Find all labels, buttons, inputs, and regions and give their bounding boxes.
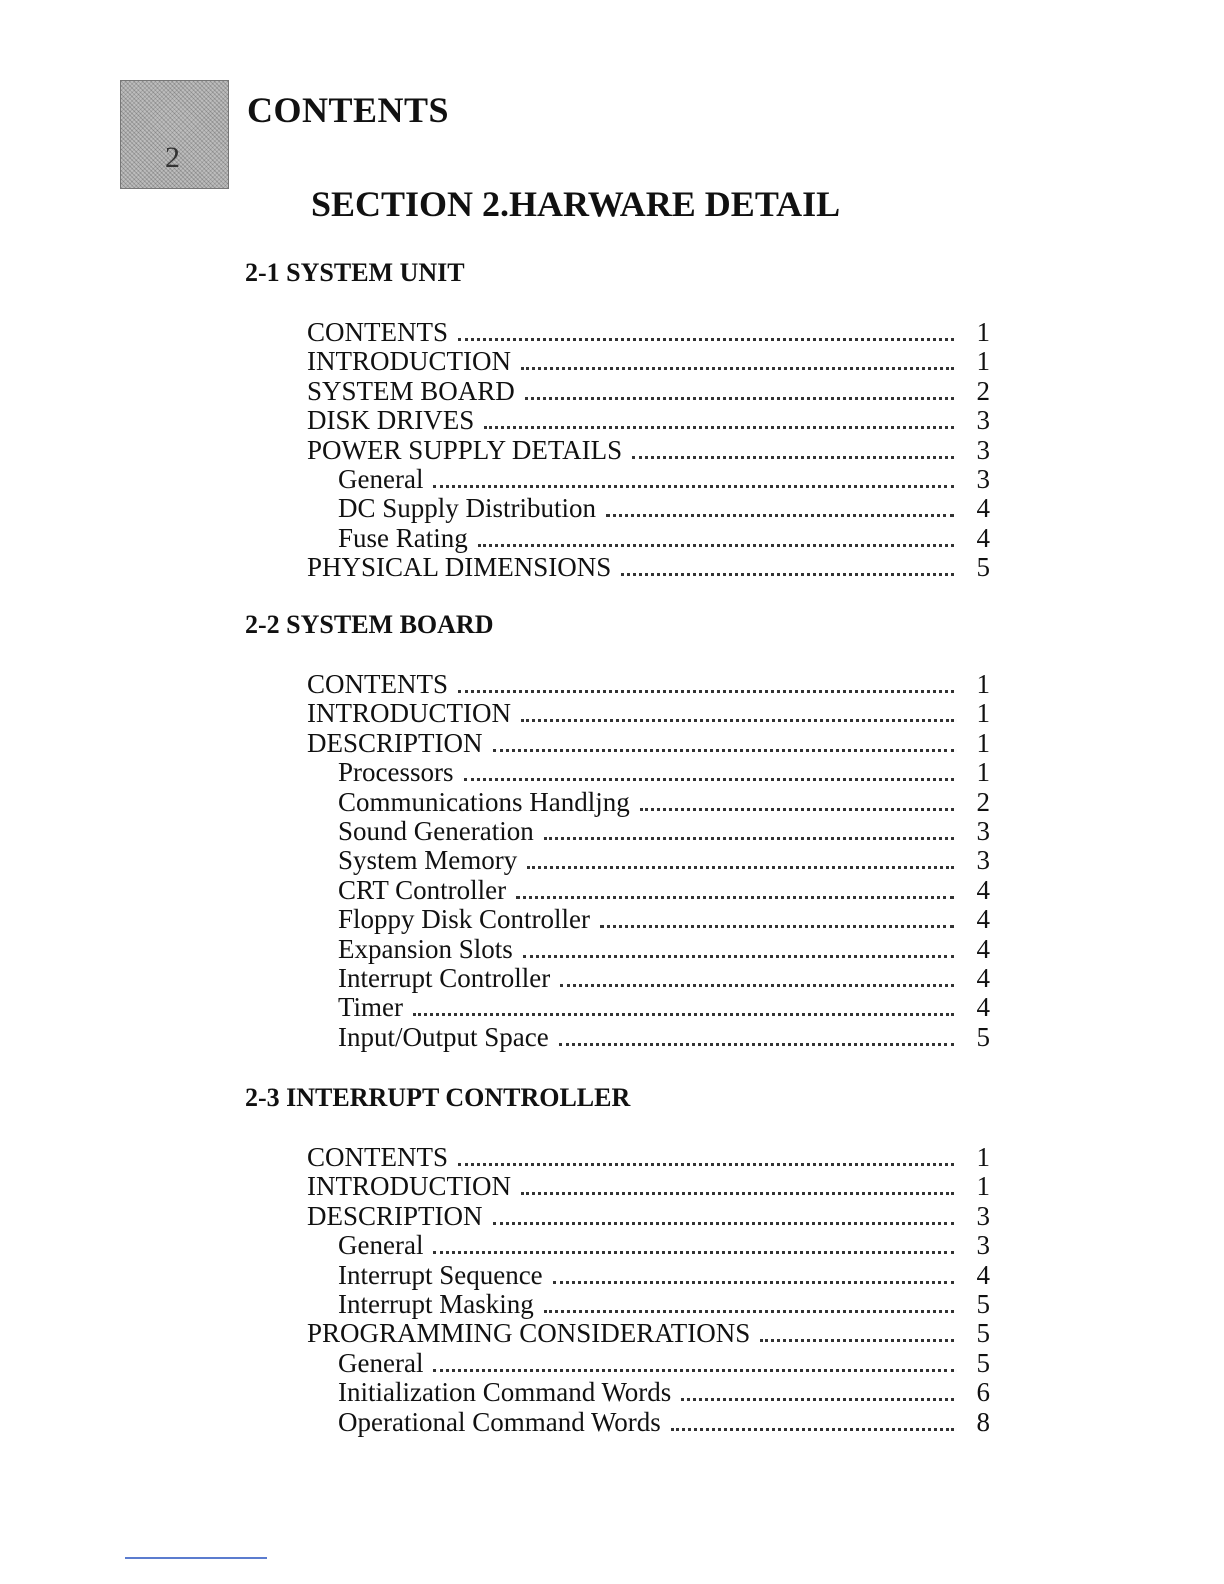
toc-entry-page: 1 — [976, 346, 990, 377]
toc-entry-page: 4 — [976, 904, 990, 935]
toc-entry-label: PROGRAMMING CONSIDERATIONS — [307, 1318, 751, 1349]
toc-entry — [245, 436, 990, 465]
toc-entry — [245, 1202, 990, 1231]
dot-leader — [413, 1013, 954, 1016]
toc-entry — [245, 377, 990, 406]
toc-entry-page: 5 — [976, 1318, 990, 1349]
toc-entry-label: Communications Handljng — [338, 786, 630, 817]
toc-entry — [245, 935, 990, 964]
dot-leader — [544, 837, 954, 840]
toc-entry-label: PHYSICAL DIMENSIONS — [307, 552, 612, 583]
toc-entry-page: 1 — [976, 1142, 990, 1172]
toc-entry — [245, 1378, 990, 1407]
toc-entry-label: Processors — [338, 757, 454, 788]
toc-entry-label: CONTENTS — [307, 669, 448, 699]
chapter-tab — [120, 80, 229, 189]
toc-entry — [245, 876, 990, 905]
dot-leader — [458, 1163, 954, 1166]
toc-entry-label: DESCRIPTION — [307, 727, 483, 758]
toc-list — [245, 1143, 990, 1437]
toc-entry — [245, 406, 990, 435]
dot-leader — [478, 544, 954, 547]
dot-leader — [632, 456, 954, 459]
toc-entry-page: 2 — [976, 375, 990, 406]
dot-leader — [621, 573, 954, 576]
toc-entry-page: 3 — [976, 1200, 990, 1231]
toc-entry — [245, 494, 990, 523]
dot-leader — [433, 1369, 954, 1372]
toc-entry-label: DISK DRIVES — [307, 405, 475, 436]
dot-leader — [433, 485, 954, 488]
dot-leader — [600, 925, 954, 928]
toc-entry-page: 2 — [976, 786, 990, 817]
toc-entry-label: Floppy Disk Controller — [338, 904, 591, 935]
toc-entry — [245, 1143, 990, 1172]
toc-entry-label: Initialization Command Words — [338, 1377, 672, 1408]
toc-entry-page: 1 — [976, 698, 990, 729]
toc-entry — [245, 1319, 990, 1348]
dot-leader — [493, 749, 954, 752]
toc-entry-label: Timer — [338, 992, 404, 1023]
toc-entry-label: System Memory — [338, 845, 518, 876]
toc-entry-page: 4 — [976, 962, 990, 993]
dot-leader — [516, 896, 954, 899]
dot-leader — [433, 1251, 954, 1254]
toc-entry-page: 3 — [976, 815, 990, 846]
toc-entry-label: CONTENTS — [307, 1142, 448, 1172]
section-title: SECTION 2.HARWARE DETAIL — [311, 184, 841, 224]
toc-entry-label: Input/Output Space — [338, 1021, 549, 1052]
toc-section-system-unit — [245, 258, 990, 583]
dot-leader — [560, 984, 954, 987]
toc-list — [245, 670, 990, 1052]
toc-entry — [245, 465, 990, 494]
dot-leader — [484, 426, 954, 429]
dot-leader — [521, 367, 954, 370]
dot-leader — [458, 690, 954, 693]
toc-entry — [245, 1172, 990, 1201]
toc-entry-page: 8 — [976, 1406, 990, 1437]
toc-entry — [245, 905, 990, 934]
toc-entry-page: 3 — [976, 1230, 990, 1261]
toc-entry-label: Interrupt Sequence — [338, 1259, 543, 1290]
dot-leader — [671, 1428, 954, 1431]
toc-entry — [245, 817, 990, 846]
toc-entry-label: DC Supply Distribution — [338, 493, 597, 524]
toc-entry-page: 3 — [976, 845, 990, 876]
toc-entry-page: 3 — [976, 463, 990, 494]
dot-leader — [760, 1339, 954, 1342]
toc-entry-page: 1 — [976, 1171, 990, 1202]
toc-entry — [245, 1231, 990, 1260]
toc-entry — [245, 846, 990, 875]
toc-entry-page: 5 — [976, 1347, 990, 1378]
toc-entry — [245, 699, 990, 728]
toc-entry-page: 4 — [976, 992, 990, 1023]
toc-entry-label: General — [338, 1347, 424, 1378]
dot-leader — [458, 338, 954, 341]
toc-entry-label: Operational Command Words — [338, 1406, 661, 1437]
toc-entry — [245, 524, 990, 553]
toc-entry-page: 5 — [976, 552, 990, 583]
toc-entry-page: 5 — [976, 1021, 990, 1052]
dot-leader — [553, 1281, 954, 1284]
dot-leader — [521, 719, 954, 722]
dot-leader — [606, 514, 954, 517]
toc-entry — [245, 670, 990, 699]
toc-entry-page: 4 — [976, 933, 990, 964]
toc-entry — [245, 553, 990, 582]
page-title: CONTENTS — [247, 90, 450, 130]
toc-section-system-board — [245, 610, 990, 1052]
toc-entry-label: Interrupt Masking — [338, 1288, 534, 1319]
toc-entry-label: INTRODUCTION — [307, 1171, 511, 1202]
dot-leader — [464, 778, 955, 781]
toc-entry-page: 3 — [976, 434, 990, 465]
dot-leader — [640, 808, 954, 811]
toc-entry-label: Interrupt Controller — [338, 962, 551, 993]
toc-entry-page: 4 — [976, 522, 990, 553]
toc-entry — [245, 729, 990, 758]
toc-entry-label: Fuse Rating — [338, 522, 468, 553]
dot-leader — [521, 1192, 954, 1195]
toc-entry-label: SYSTEM BOARD — [307, 375, 515, 406]
toc-entry — [245, 1261, 990, 1290]
toc-entry — [245, 758, 990, 787]
toc-list — [245, 318, 990, 583]
toc-entry-label: DESCRIPTION — [307, 1200, 483, 1231]
toc-entry-label: CRT Controller — [338, 874, 507, 905]
toc-entry-page: 4 — [976, 1259, 990, 1290]
toc-entry-page: 5 — [976, 1288, 990, 1319]
toc-entry — [245, 1290, 990, 1319]
toc-section-heading: 2-1 SYSTEM UNIT — [245, 258, 465, 287]
toc-entry-label: CONTENTS — [307, 317, 448, 347]
toc-entry — [245, 993, 990, 1022]
dot-leader — [681, 1398, 954, 1401]
toc-entry-page: 1 — [976, 317, 990, 347]
toc-entry-label: General — [338, 1230, 424, 1261]
toc-entry — [245, 1408, 990, 1437]
toc-entry-page: 1 — [976, 727, 990, 758]
toc-entry-page: 4 — [976, 493, 990, 524]
toc-entry-page: 4 — [976, 874, 990, 905]
toc-section-interrupt-controller — [245, 1083, 990, 1437]
dot-leader — [544, 1310, 954, 1313]
toc-entry-page: 1 — [976, 757, 990, 788]
footer-rule — [125, 1557, 267, 1559]
toc-entry — [245, 788, 990, 817]
toc-entry-label: POWER SUPPLY DETAILS — [307, 434, 623, 465]
toc-entry — [245, 347, 990, 376]
toc-section-heading: 2-2 SYSTEM BOARD — [245, 610, 494, 639]
dot-leader — [527, 866, 954, 869]
dot-leader — [493, 1222, 954, 1225]
toc-entry-label: INTRODUCTION — [307, 698, 511, 729]
toc-entry-page: 6 — [976, 1377, 990, 1408]
toc-entry — [245, 318, 990, 347]
dot-leader — [523, 955, 954, 958]
toc-entry — [245, 964, 990, 993]
dot-leader — [525, 397, 954, 400]
toc-section-heading: 2-3 INTERRUPT CONTROLLER — [245, 1083, 631, 1112]
dot-leader — [559, 1043, 954, 1046]
toc-entry — [245, 1349, 990, 1378]
toc-entry-label: Expansion Slots — [338, 933, 513, 964]
toc-entry-label: General — [338, 463, 424, 494]
toc-entry-page: 1 — [976, 669, 990, 699]
toc-entry-label: INTRODUCTION — [307, 346, 511, 377]
toc-entry-page: 3 — [976, 405, 990, 436]
chapter-tab-number: 2 — [165, 141, 180, 174]
toc-entry — [245, 1023, 990, 1052]
toc-entry-label: Sound Generation — [338, 815, 534, 846]
